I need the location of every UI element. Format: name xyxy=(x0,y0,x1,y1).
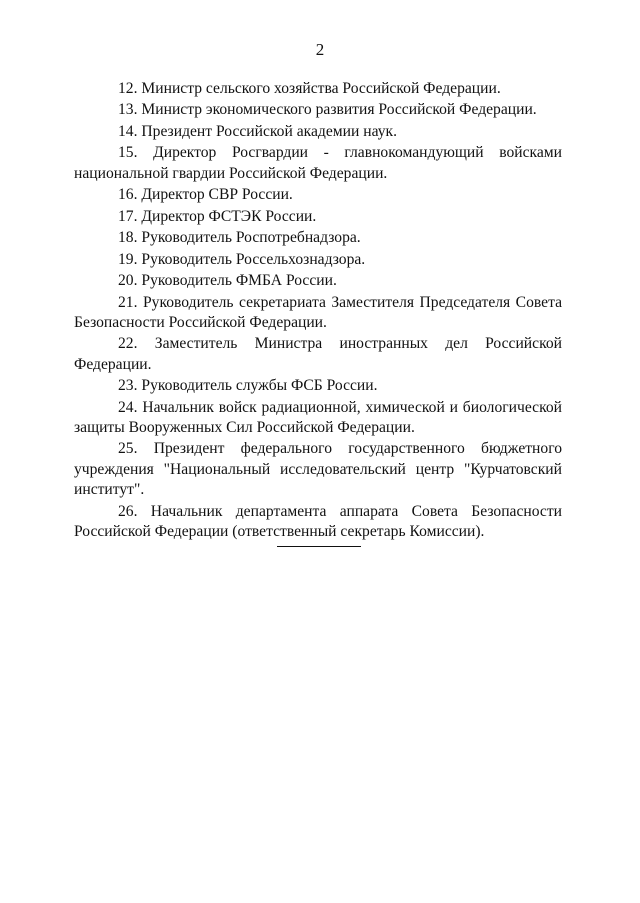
list-item: 16. Директор СВР России. xyxy=(118,186,293,204)
list-item: 15. Директор Росгвардии - главнокомандующий войсками национальной гвардии Российской Федерации. xyxy=(74,144,562,182)
list-item: 26. Начальник департамента аппарата Совета Безопасности Российской Федерации (ответственный секретарь Комиссии). xyxy=(74,502,562,540)
list-item: 12. Министр сельского хозяйства Российской Федерации. xyxy=(118,80,501,97)
list-item: 19. Руководитель Россельхознадзора. xyxy=(118,250,366,268)
list-item: 24. Начальник войск радиационной, химической и биологической защиты Вооруженных Сил Российской Федерации. xyxy=(74,398,562,436)
commission-members-list xyxy=(74,79,562,543)
closing-divider xyxy=(277,546,361,547)
list-item: 25. Президент федерального государственного бюджетного учреждения "Национальный исследовательский центр "Курчатовский институт". xyxy=(74,440,562,499)
list-item: 18. Руководитель Роспотребнадзора. xyxy=(118,229,361,247)
list-item: 14. Президент Российской академии наук. xyxy=(118,122,397,140)
list-item: 22. Заместитель Министра иностранных дел Российской Федерации. xyxy=(74,335,562,373)
list-item: 21. Руководитель секретариата Заместителя Председателя Совета Безопасности Российской Федерации. xyxy=(74,293,562,331)
list-item: 20. Руководитель ФМБА России. xyxy=(118,272,337,290)
list-item: 13. Министр экономического развития Российской Федерации. xyxy=(118,101,537,119)
list-item: 17. Директор ФСТЭК России. xyxy=(118,207,317,225)
page-number: 2 xyxy=(315,40,325,59)
list-item: 23. Руководитель службы ФСБ России. xyxy=(118,377,378,395)
